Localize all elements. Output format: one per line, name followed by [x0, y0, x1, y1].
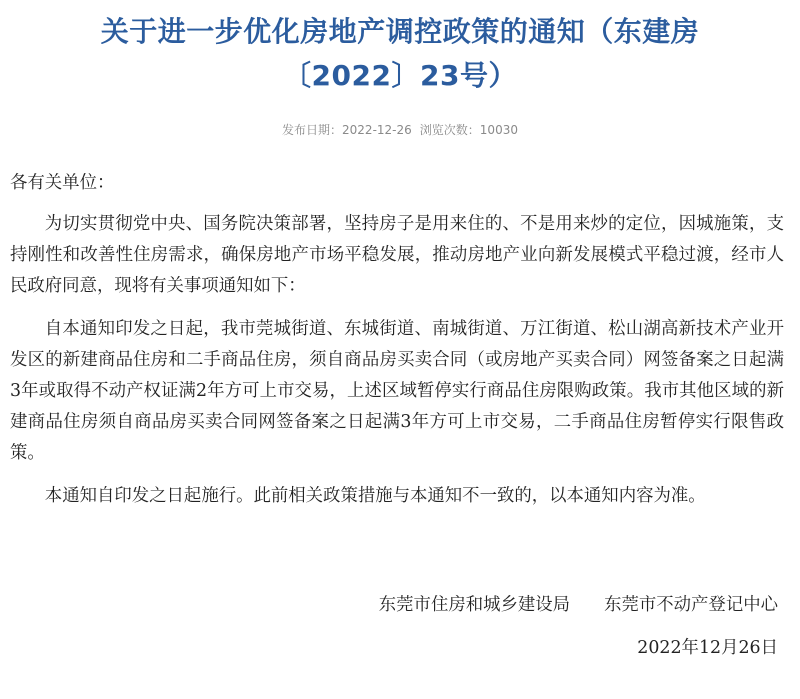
views-count: 10030 [479, 123, 518, 137]
views-label: 浏览次数： [419, 123, 480, 137]
salutation: 各有关单位： [10, 173, 115, 193]
paragraph-policy: 自本通知印发之日起，我市莞城街道、东城街道、南城街道、万江街道、松山湖高新技术产业开发区的新建商品住房和二手商品住房，须自商品房买卖合同（或房地产买卖合同）网签备案之日起满3年或取得不动产权证满2年方可上市交易，上述区域暂停实行商品住房限购政策。我市其他区域的新建商品住房须自商品房买卖合同网签备案之日起满3年方可上市交易，二手商品住房暂停实行限售政策。 [10, 319, 784, 463]
paragraph-effective: 本通知自印发之日起施行。此前相关政策措施与本通知不一致的，以本通知内容为准。 [44, 486, 706, 506]
article-meta [0, 121, 800, 139]
publish-date: 2022-12-26 [342, 123, 412, 137]
title-line-1: 关于进一步优化房地产调控政策的通知（东建房 [100, 15, 700, 48]
publish-date-label: 发布日期： [282, 123, 343, 137]
signatory-registration-center: 东莞市不动产登记中心 [604, 595, 778, 615]
signatories [379, 591, 778, 619]
notice-body [10, 168, 784, 524]
title-line-2: 〔2022〕23号） [283, 59, 517, 92]
page-title [18, 10, 782, 98]
signatory-housing-bureau: 东莞市住房和城乡建设局 [378, 595, 571, 615]
paragraph-intro: 为切实贯彻党中央、国务院决策部署，坚持房子是用来住的、不是用来炒的定位，因城施策，支持刚性和改善性住房需求，确保房地产市场平稳发展，推动房地产业向新发展模式平稳过渡，经市人民政府同意，现将有关事项通知如下： [10, 214, 784, 296]
signature-date: 2022年12月26日 [637, 638, 778, 658]
